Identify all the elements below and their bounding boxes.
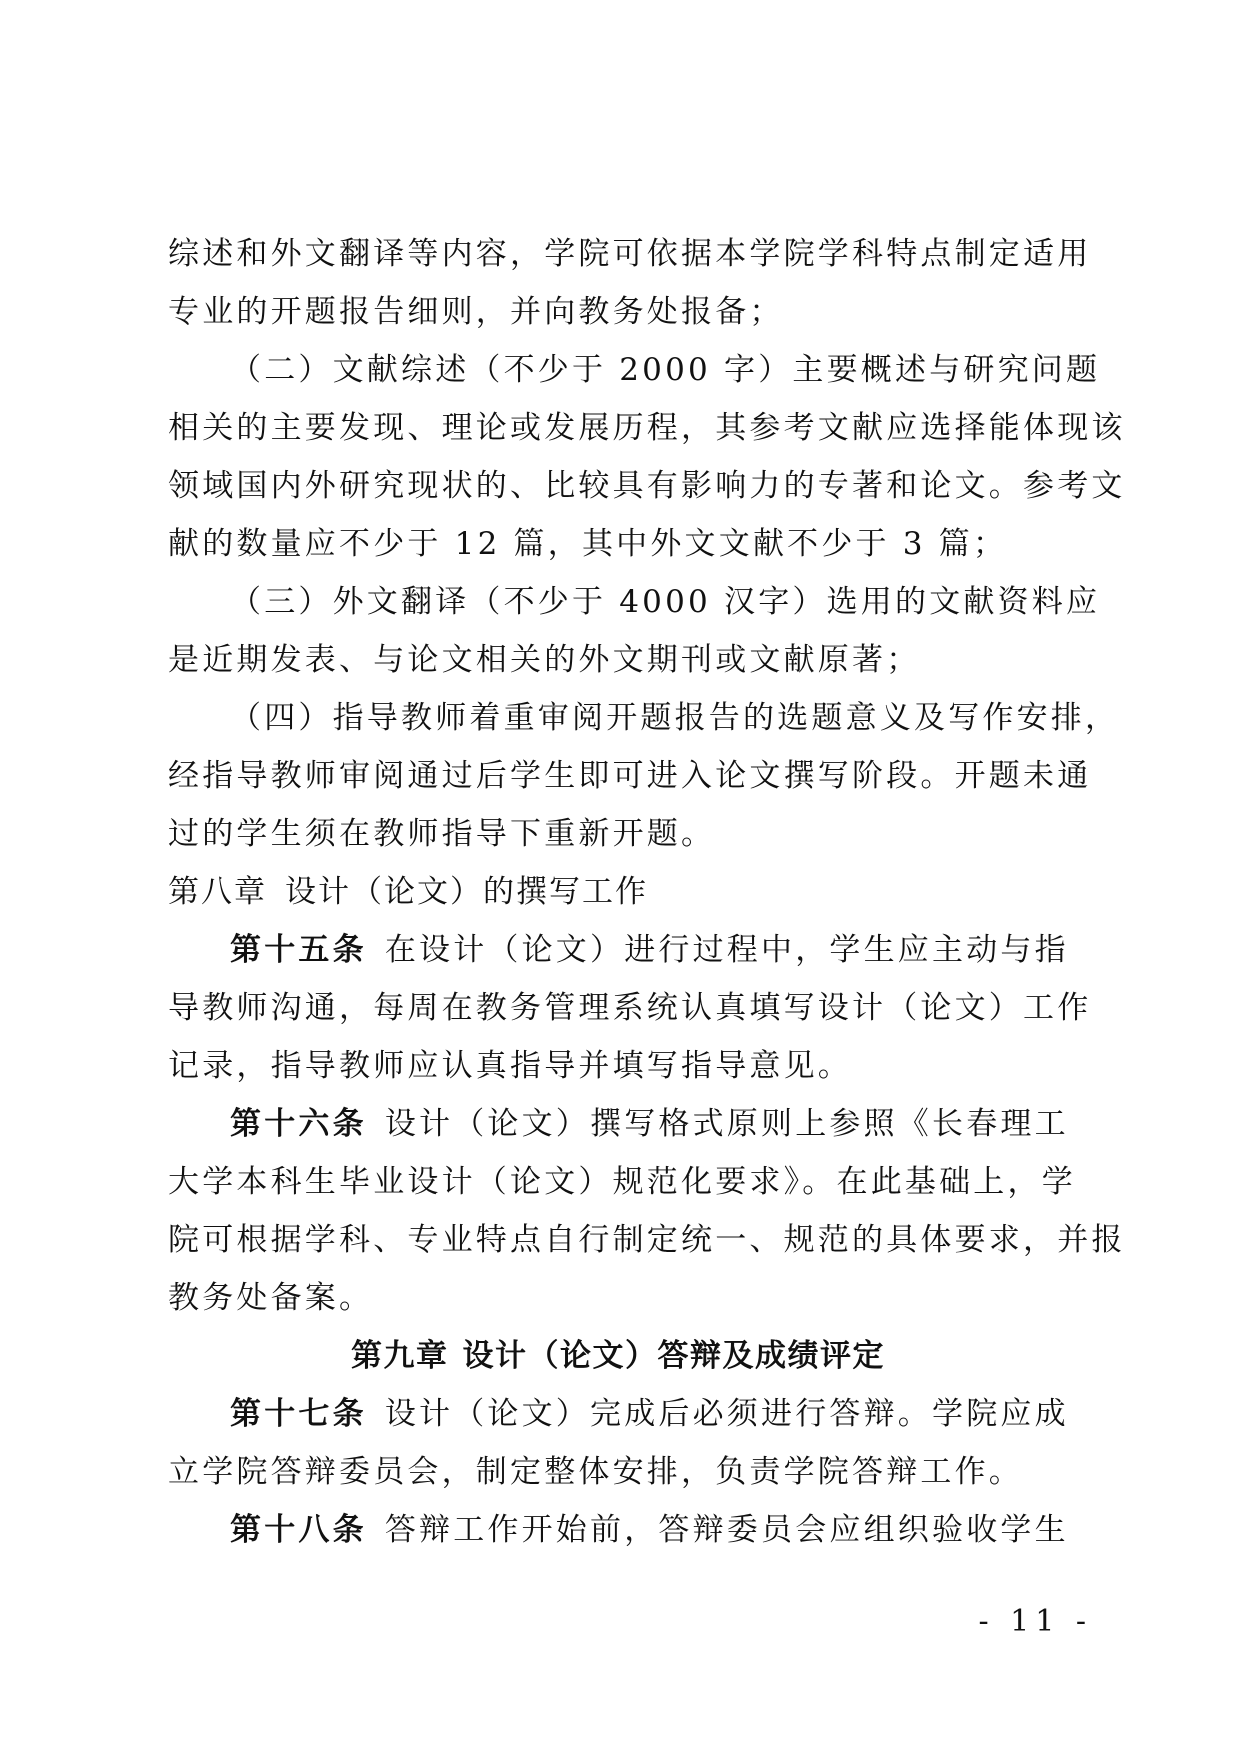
text-line: 立学院答辩委员会，制定整体安排，负责学院答辩工作。: [168, 1454, 1023, 1490]
text-line: 导教师沟通，每周在教务管理系统认真填写设计（论文）工作: [168, 990, 1092, 1026]
article-text: 答辩工作开始前，答辩委员会应组织验收学生: [384, 1512, 1069, 1548]
text-line: 专业的开题报告细则，并向教务处报备；: [168, 294, 784, 330]
text-line: （三）外文翻译（不少于 4000 汉字）选用的文献资料应: [230, 584, 1101, 620]
text-line: （四）指导教师着重审阅开题报告的选题意义及写作安排，: [230, 700, 1120, 736]
article-label: 第十七条: [230, 1396, 367, 1432]
article-17-first-line: [168, 1385, 1068, 1443]
article-label: 第十五条: [230, 932, 367, 968]
text-line: 综述和外文翻译等内容，学院可依据本学院学科特点制定适用: [168, 236, 1092, 272]
text-line: 教务处备案。: [168, 1280, 374, 1316]
chapter-heading-8: [168, 863, 1068, 921]
article-16-first-line: [168, 1095, 1068, 1153]
article-label: 第十六条: [230, 1106, 367, 1142]
article-text: 设计（论文）撰写格式原则上参照《长春理工: [384, 1106, 1069, 1142]
page-number: - 11 -: [978, 1604, 1092, 1639]
article-label: 第十八条: [230, 1512, 367, 1548]
text-line: 大学本科生毕业设计（论文）规范化要求》。在此基础上，学: [168, 1164, 1076, 1200]
article-15-first-line: [168, 921, 1068, 979]
text-line: 相关的主要发现、理论或发展历程，其参考文献应选择能体现该: [168, 410, 1126, 446]
text-line: 是近期发表、与论文相关的外文期刊或文献原著；: [168, 642, 921, 678]
text-line: 经指导教师审阅通过后学生即可进入论文撰写阶段。开题未通: [168, 758, 1092, 794]
chapter-number: 第八章: [168, 874, 267, 910]
text-line: 献的数量应不少于 12 篇，其中外文文献不少于 3 篇；: [168, 526, 1008, 562]
text-line: 过的学生须在教师指导下重新开题。: [168, 816, 716, 852]
article-18-first-line: [168, 1501, 1068, 1559]
text-line: 领域国内外研究现状的、比较具有影响力的专著和论文。参考文: [168, 468, 1126, 504]
chapter-heading-9: [168, 1327, 1068, 1385]
body-text: [168, 225, 1126, 1559]
chapter-number: 第九章: [351, 1338, 449, 1374]
text-line: （二）文献综述（不少于 2000 字）主要概述与研究问题: [230, 352, 1101, 388]
article-text: 设计（论文）完成后必须进行答辩。学院应成: [384, 1396, 1069, 1432]
chapter-title: 设计（论文）的撰写工作: [285, 874, 648, 910]
chapter-title: 设计（论文）答辩及成绩评定: [462, 1338, 885, 1374]
article-text: 在设计（论文）进行过程中，学生应主动与指: [384, 932, 1069, 968]
text-line: 院可根据学科、专业特点自行制定统一、规范的具体要求，并报: [168, 1222, 1126, 1258]
text-line: 记录，指导教师应认真指导并填写指导意见。: [168, 1048, 852, 1084]
